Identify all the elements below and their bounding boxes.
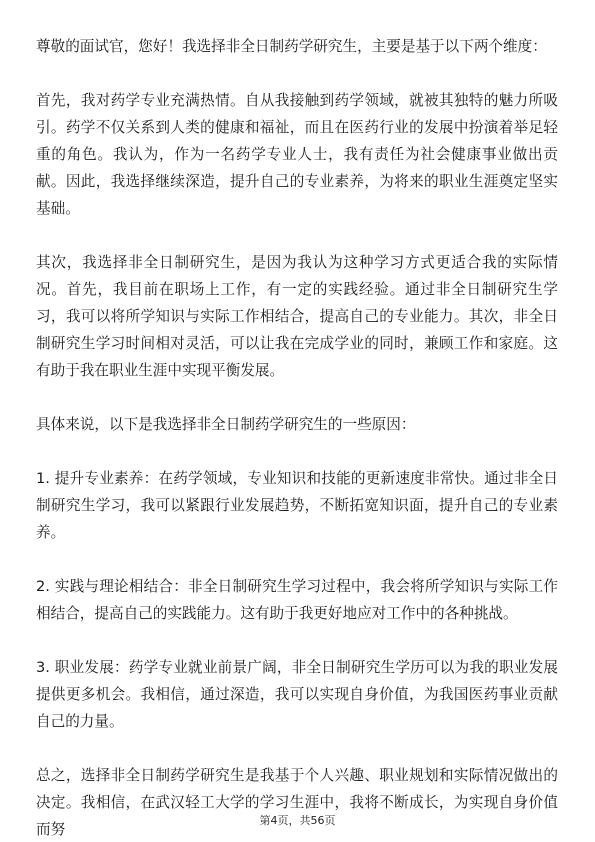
paragraph-specific-intro: 具体来说，以下是我选择非全日制药学研究生的一些原因： xyxy=(36,416,416,433)
paragraph-gap xyxy=(36,627,558,654)
paragraph-passion: 首先，我对药学专业充满热情。自从我接触到药学领域，就被其独特的魅力所吸引。药学不仅关系到人类的健康和福祉，而且在医药行业的发展中扮演着举足轻重的角色。我认为，作为一名药学专业人士，我有责任为社会健康事业做出贡献。因此，我选择继续深造，提升自己的专业素养，为将来的职业生涯奠定坚实基础。 xyxy=(36,92,558,217)
list-item-practice-theory: 2. 实践与理论相结合：非全日制研究生学习过程中，我会将所学知识与实际工作相结合，提高自己的实践能力。这有助于我更好地应对工作中的各种挑战。 xyxy=(36,578,558,622)
paragraph-part-time-reason: 其次，我选择非全日制研究生，是因为我认为这种学习方式更适合我的实际情况。首先，我目前在职场上工作，有一定的实践经验。通过非全日制研究生学习，我可以将所学知识与实际工作相结合，提高自己的专业能力。其次，非全日制研究生学习时间相对灵活，可以让我在完成学业的同时，兼顾工作和家庭。这有助于我在职业生涯中实现平衡发展。 xyxy=(36,254,558,379)
paragraph-gap xyxy=(36,384,558,411)
paragraph-gap xyxy=(36,735,558,762)
document-body xyxy=(36,33,558,842)
paragraph-gap xyxy=(36,546,558,573)
paragraph-gap xyxy=(36,438,558,465)
paragraph-gap xyxy=(36,60,558,87)
list-item-professional-quality: 1. 提升专业素养：在药学领域，专业知识和技能的更新速度非常快。通过非全日制研究生学习，我可以紧跟行业发展趋势，不断拓宽知识面，提升自己的专业素养。 xyxy=(36,470,558,541)
paragraph-greeting: 尊敬的面试官，您好！我选择非全日制药学研究生，主要是基于以下两个维度： xyxy=(36,38,547,55)
paragraph-gap xyxy=(36,222,558,249)
paragraph-conclusion: 总之，选择非全日制药学研究生是我基于个人兴趣、职业规划和实际情况做出的决定。我相信，在武汉轻工大学的学习生涯中，我将不断成长，为实现自身价值而努 xyxy=(36,767,558,838)
list-item-career-development: 3. 职业发展：药学专业就业前景广阔，非全日制研究生学历可以为我的职业发展提供更多机会。我相信，通过深造，我可以实现自身价值，为我国医药事业贡献自己的力量。 xyxy=(36,659,558,730)
page-number-footer: 第4页，共56页 xyxy=(259,814,336,827)
